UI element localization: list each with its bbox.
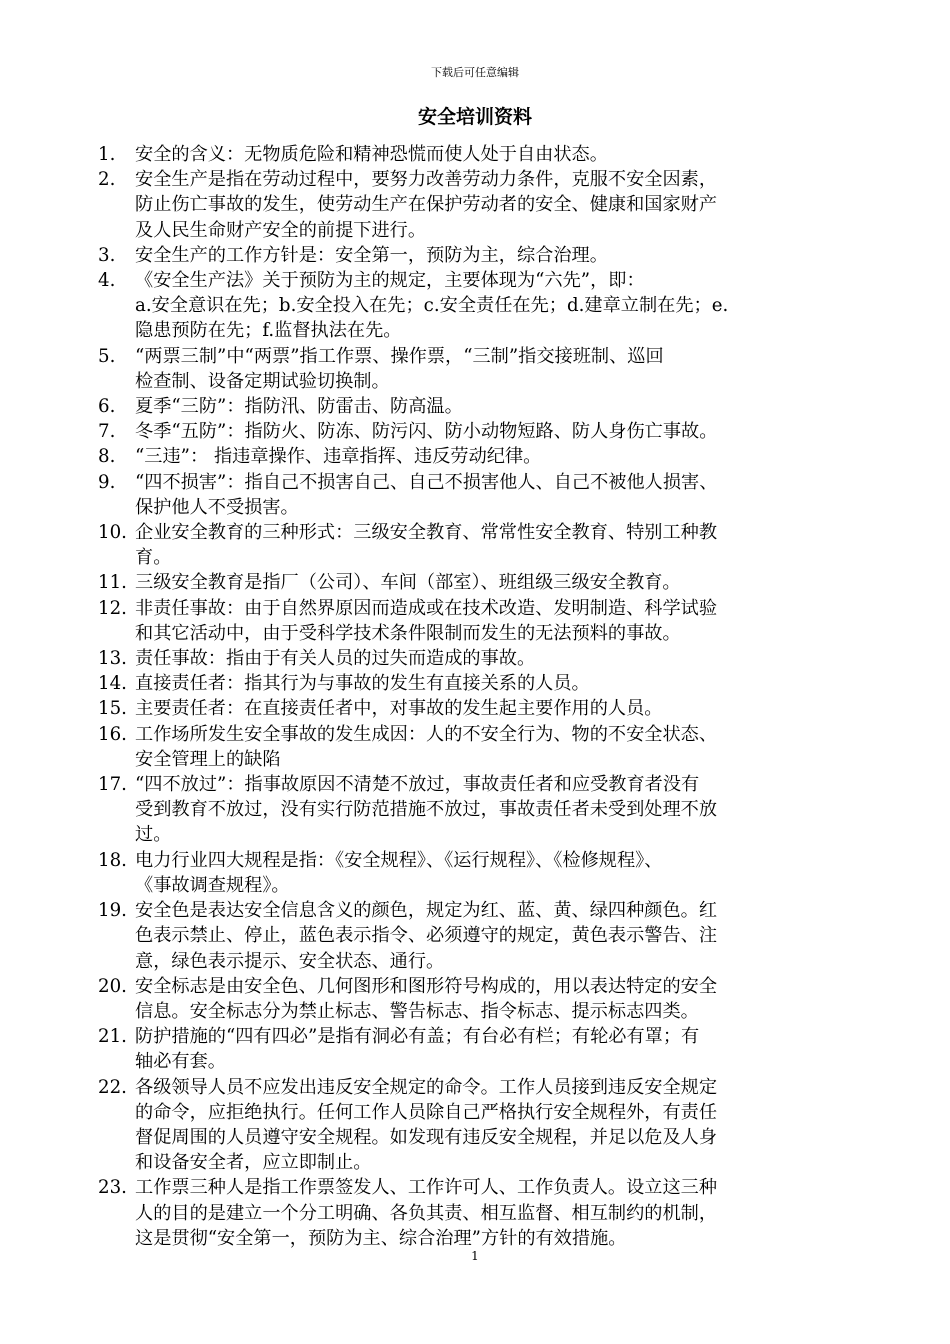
item-text: 三级安全教育是指厂（公司）、车间（部室）、班组级三级安全教育。 bbox=[135, 572, 681, 594]
item-number: 8. bbox=[98, 446, 116, 468]
training-item-list bbox=[98, 142, 868, 1251]
list-item bbox=[98, 848, 868, 898]
item-number: 10. bbox=[98, 522, 127, 544]
list-item bbox=[98, 772, 868, 848]
item-number: 18. bbox=[98, 849, 127, 871]
list-item bbox=[98, 1024, 868, 1074]
list-item bbox=[98, 142, 868, 167]
list-item bbox=[98, 167, 868, 243]
item-number: 1. bbox=[98, 144, 116, 165]
item-text: 非责任事故：由于自然界原因而造成或在技术改造、发明制造、科学试验 和其它活动中，由于受科学技术条件限制而发生的无法预料的事故。 bbox=[135, 597, 718, 644]
list-item bbox=[98, 722, 868, 772]
item-number: 4. bbox=[98, 270, 116, 292]
item-text: 安全生产是指在劳动过程中，要努力改善劳动力条件，克服不安全因素， 防止伤亡事故的发生，使劳动生产在保护劳动者的安全、健康和国家财产 及人民生命财产安全的前提下进行。 bbox=[135, 169, 718, 241]
item-number: 6. bbox=[98, 396, 116, 418]
list-item bbox=[98, 596, 868, 646]
item-number: 11. bbox=[98, 572, 127, 594]
header-note: 下载后可任意编辑 bbox=[431, 66, 519, 79]
list-item bbox=[98, 419, 868, 444]
list-item bbox=[98, 520, 868, 570]
item-text: 夏季“三防”：指防汛、防雷击、防高温。 bbox=[135, 396, 463, 418]
list-item bbox=[98, 268, 868, 344]
list-item bbox=[98, 570, 868, 595]
item-text: 电力行业四大规程是指：《安全规程》、《运行规程》、《检修规程》、 《事故调查规程》。 bbox=[135, 849, 663, 896]
list-item bbox=[98, 1075, 868, 1176]
item-number: 17. bbox=[98, 774, 127, 796]
item-number: 5. bbox=[98, 345, 116, 367]
item-number: 16. bbox=[98, 723, 127, 745]
list-item bbox=[98, 671, 868, 696]
item-text: 直接责任者：指其行为与事故的发生有直接关系的人员。 bbox=[135, 673, 590, 695]
item-text: 安全生产的工作方针是：安全第一，预防为主，综合治理。 bbox=[135, 244, 608, 266]
list-item bbox=[98, 898, 868, 974]
item-text: 安全色是表达安全信息含义的颜色，规定为红、蓝、黄、绿四种颜色。红 色表示禁止、停止，蓝色表示指令、必须遵守的规定，黄色表示警告、注 意，绿色表示提示、安全状态、通行。 bbox=[135, 900, 718, 972]
item-number: 20. bbox=[98, 975, 127, 997]
item-text: 企业安全教育的三种形式：三级安全教育、常常性安全教育、特别工种教 育。 bbox=[135, 522, 718, 569]
item-text: 主要责任者：在直接责任者中，对事故的发生起主要作用的人员。 bbox=[135, 698, 663, 720]
item-number: 2. bbox=[98, 169, 116, 191]
item-text: “三违”： 指违章操作、违章指挥、违反劳动纪律。 bbox=[135, 446, 542, 468]
item-number: 7. bbox=[98, 421, 116, 443]
list-item bbox=[98, 696, 868, 721]
item-number: 9. bbox=[98, 471, 116, 493]
item-text: 安全标志是由安全色、几何图形和图形符号构成的，用以表达特定的安全 信息。安全标志分为禁止标志、警告标志、指令标志、提示标志四类。 bbox=[135, 975, 718, 1022]
document-title: 安全培训资料 bbox=[417, 106, 532, 128]
item-text: “两票三制”中“两票”指工作票、操作票，“三制”指交接班制、巡回 检查制、设备定期试验切换制。 bbox=[135, 345, 664, 392]
item-text: “四不放过”：指事故原因不清楚不放过，事故责任者和应受教育者没有 受到教育不放过，没有实行防范措施不放过，事故责任者未受到处理不放 过。 bbox=[135, 774, 718, 846]
list-item bbox=[98, 344, 868, 394]
list-item bbox=[98, 1175, 868, 1251]
item-text: 工作场所发生安全事故的发生成因：人的不安全行为、物的不安全状态、 安全管理上的缺陷 bbox=[135, 723, 718, 770]
list-item bbox=[98, 444, 868, 469]
item-number: 23. bbox=[98, 1177, 127, 1199]
item-text: 各级领导人员不应发出违反安全规定的命令。工作人员接到违反安全规定 的命令，应拒绝执行。任何工作人员除自己严格执行安全规程外，有责任 督促周围的人员遵守安全规程。如发现有违反安全规程，并足以危及人身 和设备安全者，应立即制止。 bbox=[135, 1076, 718, 1174]
item-number: 22. bbox=[98, 1076, 127, 1098]
item-number: 19. bbox=[98, 900, 127, 922]
list-item bbox=[98, 394, 868, 419]
item-text: “四不损害”：指自己不损害自己、自己不损害他人、自己不被他人损害、 保护他人不受损害。 bbox=[135, 471, 718, 518]
page-number: 1 bbox=[471, 1249, 479, 1263]
list-item bbox=[98, 974, 868, 1024]
list-item bbox=[98, 646, 868, 671]
item-number: 13. bbox=[98, 648, 127, 670]
item-text: 冬季“五防”：指防火、防冻、防污闪、防小动物短路、防人身伤亡事故。 bbox=[135, 421, 718, 443]
item-text: 安全的含义：无物质危险和精神恐慌而使人处于自由状态。 bbox=[135, 144, 608, 165]
item-number: 14. bbox=[98, 673, 127, 695]
item-text: 工作票三种人是指工作票签发人、工作许可人、工作负责人。设立这三种 人的目的是建立一个分工明确、各负其责、相互监督、相互制约的机制， 这是贯彻“安全第一，预防为主、综合治理”方针的有效措施。 bbox=[135, 1177, 718, 1249]
item-number: 12. bbox=[98, 597, 127, 619]
item-number: 21. bbox=[98, 1026, 127, 1048]
list-item bbox=[98, 470, 868, 520]
item-text: 责任事故：指由于有关人员的过失而造成的事故。 bbox=[135, 648, 536, 670]
item-number: 3. bbox=[98, 244, 116, 266]
item-text: 《安全生产法》关于预防为主的规定，主要体现为“六先”，即： a.安全意识在先；b.安全投入在先；c.安全责任在先；d.建章立制在先；e. 隐患预防在先；f.监督执法在先。 bbox=[135, 270, 729, 342]
item-text: 防护措施的“四有四必”是指有洞必有盖；有台必有栏；有轮必有罩；有 轴必有套。 bbox=[135, 1026, 700, 1073]
list-item bbox=[98, 243, 868, 268]
item-number: 15. bbox=[98, 698, 127, 720]
